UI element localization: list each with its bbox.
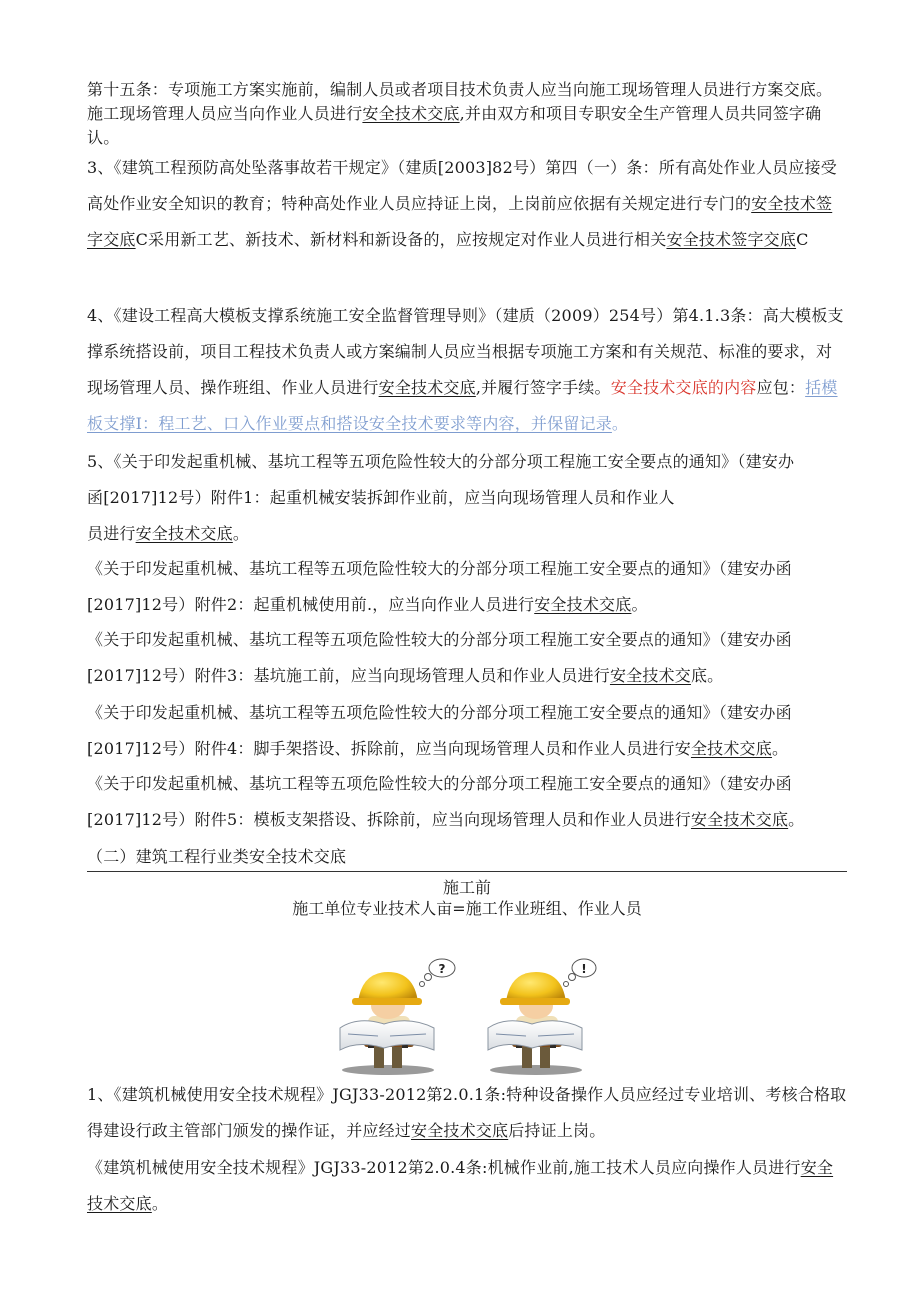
underlined-term: 安全技术交底 [87,1158,834,1213]
text: 5、《关于印发起重机械、基坑工程等五项危险性较大的分部分项工程施工安全要点的通知》（建安办 [87,452,795,471]
exclamation-mark: ! [581,962,587,976]
paragraph-jgj33-2-0-4 [87,1150,847,1222]
text: ,并履行签字手续。 [475,378,611,397]
text: C采用新工艺、新技术、新材料和新设备的，应按规定对作业人员进行相关 [135,230,667,249]
text: 员进行 [87,524,136,543]
worker-exclamation-icon [488,959,596,1075]
paragraph-jgj33-2-0-1 [87,1077,847,1149]
paragraph-attachment-3 [87,622,847,694]
diagram-caption-before-construction: 施工前 [442,878,491,897]
text: 。 [151,1194,169,1213]
paragraph-item-3 [87,150,847,258]
text: 4、《建设工程高大模板支撑系统施工安全监督管理导则》（建质（2009）254号）第4.1.3条：高大模板支撑系统搭设前，项目工程技术负责人或方案编制人员应当根据专项施工方案和有关规范、标准的要求，对现场管理人员、操作班组、作业人员进行 [87,306,844,397]
section-heading: （二）建筑工程行业类安全技术交底 [87,847,347,866]
underlined-term: 安全技术签字交底 [666,230,797,249]
paragraph-attachment-5 [87,766,847,838]
underlined-term: 安全技术交 [609,666,691,685]
underlined-term: 安全技术交底 [378,378,476,397]
paragraph-item-5 [87,444,847,552]
underlined-term: 安全技术交底 [690,810,789,829]
underlined-term: 安全技术交底 [362,104,460,123]
text: 《建筑机械使用安全技术规程》JGJ33-2012第2.0.4条:机械作业前,施工技术人员应向操作人员进行 [87,1158,801,1177]
paragraph-article-15 [87,78,847,150]
text: 底。 [690,666,724,685]
text: 《关于印发起重机械、基坑工程等五项危险性较大的分部分项工程施工安全要点的通知》（建安办函[2017]12号）附件3：基坑施工前，应当向现场管理人员和作业人员进行 [87,630,792,685]
text: C [796,230,809,249]
text: 应包： [756,378,806,397]
text: 《关于印发起重机械、基坑工程等五项危险性较大的分部分项工程施工安全要点的通知》（建安办函[2017]12号）附件5：模板支架搭设、拆除前，应当向现场管理人员和作业人员进行 [87,774,792,829]
blue-underlined-text: 括模板支撑I：程工艺、口入作业要点和搭设安全技术要求等内容，并保留记录 [87,378,838,433]
underlined-term: 安全技术交底 [135,524,233,543]
underlined-term: 安全技术交底 [411,1121,509,1140]
underlined-term: 安全技术签字交底 [87,194,833,249]
worker-question-icon [340,959,455,1075]
text: 后持证上岗。 [508,1121,606,1140]
text: 第十五条：专项施工方案实施前，编制人员或者项目技术负责人应当向施工现场管理人员进行方案交底。施工现场管理人员应当向作业人员进行 [87,80,833,123]
underlined-term: 安全技术交底 [534,595,632,614]
text: 《关于印发起重机械、基坑工程等五项危险性较大的分部分项工程施工安全要点的通知》（建安办函[2017]12号）附件2：起重机械使用前.，应当向作业人员进行 [87,559,792,614]
underlined-term: 全技术交底 [690,739,772,758]
diagram-caption-roles: 施工单位专业技术人亩=施工作业班组、作业人员 [292,899,642,918]
text: 3、《建筑工程预防高处坠落事故若干规定》（建质[2003]82号）第四（一）条：所有高处作业人员应接受高处作业安全知识的教育；特种高处作业人员应持证上岗，上岗前应依据有关规定进行专门的 [87,158,837,213]
text: 。 [631,595,648,614]
text: ,并由双方和项目专职安全生产管理人员共同签字确认。 [87,104,822,147]
paragraph-attachment-2 [87,551,847,623]
paragraph-attachment-4 [87,695,847,767]
text: 。 [232,524,250,543]
blue-text: 。 [611,414,629,433]
horizontal-rule [87,871,847,872]
text: 。 [771,739,789,758]
text: 函[2017]12号）附件1：起重机械安装拆卸作业前，应当向现场管理人员和作业人 [87,488,675,507]
paragraph-item-4 [87,298,847,442]
red-highlight: 安全技术交底的内容 [610,378,757,397]
text: 。 [788,810,805,829]
workers-illustration [318,958,614,1076]
question-mark: ? [438,962,446,976]
text: 《关于印发起重机械、基坑工程等五项危险性较大的分部分项工程施工安全要点的通知》（建安办函[2017]12号）附件4：脚手架搭设、拆除前，应当向现场管理人员和作业人员进行安 [87,703,792,758]
text: 1、《建筑机械使用安全技术规程》JGJ33-2012第2.0.1条:特种设备操作人员应经过专业培训、考核合格取得建设行政主管部门颁发的操作证，并应经过 [87,1085,847,1140]
